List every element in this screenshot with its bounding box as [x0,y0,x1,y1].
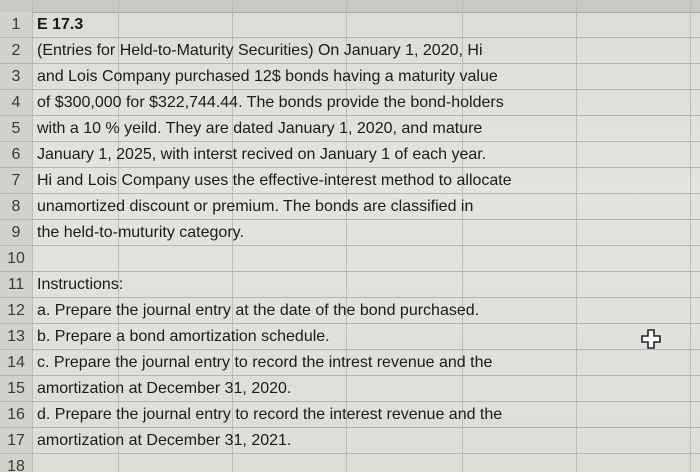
row-number[interactable]: 18 [7,458,25,472]
sheet-row[interactable] [0,246,700,272]
cell-text[interactable]: the held-to-muturity category. [37,224,244,241]
sheet-row[interactable] [0,454,700,472]
sheet-row[interactable] [0,168,700,194]
sheet-row[interactable] [0,116,700,142]
cell-text[interactable]: c. Prepare the journal entry to record the intrest revenue and the [37,354,493,371]
cell-text[interactable]: (Entries for Held-to-Maturity Securities) On January 1, 2020, Hi [37,42,483,59]
cell-text[interactable]: with a 10 % yeild. They are dated January 1, 2020, and mature [37,120,483,137]
cell-text[interactable]: d. Prepare the journal entry to record the interest revenue and the [37,406,503,423]
row-number[interactable]: 13 [7,328,25,345]
cell-text[interactable]: Hi and Lois Company uses the effective-interest method to allocate [37,172,512,189]
row-number[interactable]: 16 [7,406,25,423]
sheet-row[interactable] [0,350,700,376]
row-number[interactable]: 2 [11,42,21,59]
cell-text[interactable]: of $300,000 for $322,744.44. The bonds provide the bond-holders [37,94,504,111]
sheet-row[interactable] [0,324,700,350]
cell-text[interactable]: January 1, 2025, with interst recived on January 1 of each year. [37,146,487,163]
sheet-row[interactable] [0,90,700,116]
row-number[interactable]: 9 [11,224,21,241]
row-number[interactable]: 10 [7,250,25,267]
sheet-row[interactable] [0,402,700,428]
cell-select-cross-icon [641,329,661,349]
sheet-row[interactable] [0,272,700,298]
sheet-row[interactable] [0,142,700,168]
sheet-row[interactable] [0,64,700,90]
sheet-row[interactable] [0,194,700,220]
sheet-row[interactable] [0,376,700,402]
cell-text[interactable]: amortization at December 31, 2021. [37,432,292,449]
cell-text[interactable]: amortization at December 31, 2020. [37,380,292,397]
sheet-row[interactable] [0,38,700,64]
cell-text[interactable]: and Lois Company purchased 12$ bonds having a maturity value [37,68,498,85]
sheet-row[interactable] [0,220,700,246]
row-number[interactable]: 15 [7,380,25,397]
cell-text[interactable]: E 17.3 [37,16,84,33]
row-number[interactable]: 4 [11,94,21,111]
cell-text[interactable]: unamortized discount or premium. The bonds are classified in [37,198,474,215]
cell-text[interactable]: Instructions: [37,276,124,293]
row-number[interactable]: 1 [11,16,21,33]
sheet-row[interactable] [0,12,700,38]
row-number[interactable]: 3 [11,68,21,85]
cell-text[interactable]: b. Prepare a bond amortization schedule. [37,328,330,345]
row-number[interactable]: 7 [11,172,21,189]
row-number[interactable]: 12 [7,302,25,319]
sheet-row[interactable] [0,428,700,454]
row-number[interactable]: 11 [7,276,25,293]
row-number[interactable]: 17 [7,432,25,449]
row-number[interactable]: 5 [11,120,21,137]
row-number[interactable]: 14 [7,354,25,371]
sheet-row[interactable] [0,298,700,324]
row-number[interactable]: 8 [11,198,21,215]
row-number[interactable]: 6 [11,146,21,163]
cell-text[interactable]: a. Prepare the journal entry at the date of the bond purchased. [37,302,480,319]
